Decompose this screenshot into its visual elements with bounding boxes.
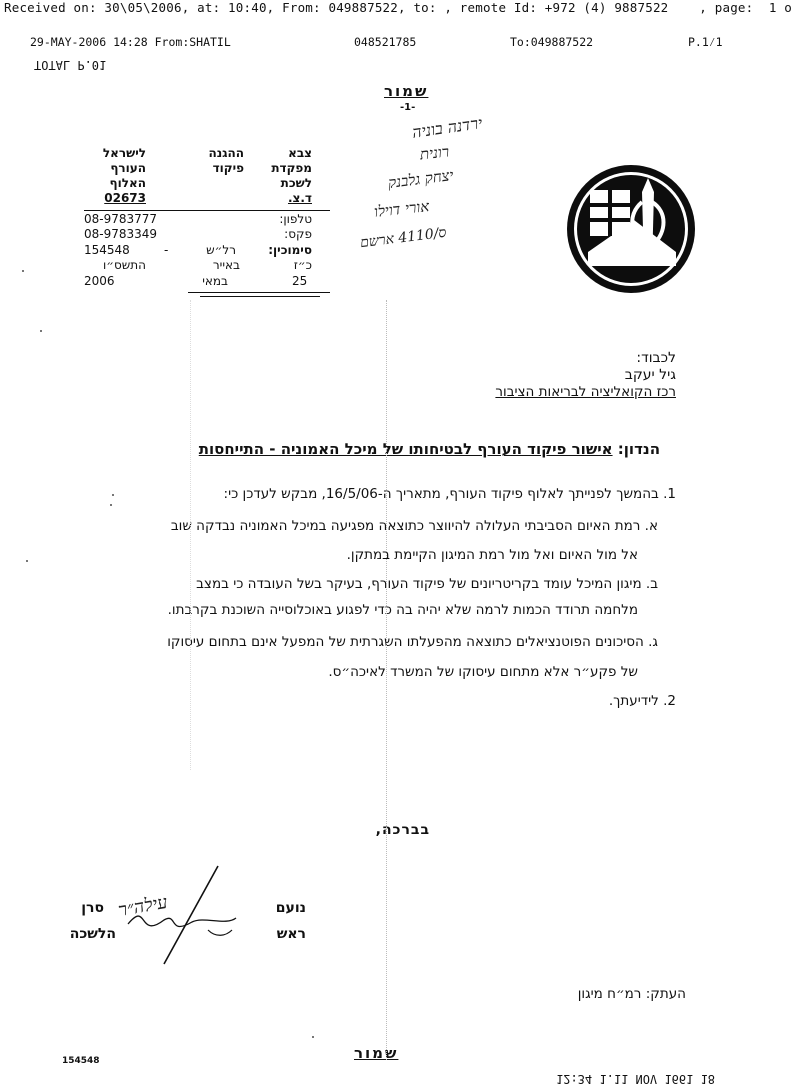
scan-speck [312,1036,314,1038]
hebrew-year: התשס״ו [102,258,146,272]
letterhead-right-column: צבא מפקדת לשכת ד.צ. [271,146,312,205]
fax-sender-number: 048521785 [354,35,417,49]
signature-text: עילה״ר [116,891,170,922]
scan-speck [110,504,112,506]
signer-role-office: הלשכה [69,926,116,942]
hebrew-day: כ״ז [293,258,312,272]
item-c-line-2: של פקע״ר אלא מתחום עיסוקו של המשרד לאיכה״ס. [328,664,638,680]
fax-to-number: To:049887522 [510,35,594,49]
recipient-title: רכז הקואליציה לבריאות הציבור [495,384,676,400]
signer-rank: סרן [81,900,104,916]
fax-label: פקס: [284,227,312,241]
classification-bottom: שמור [354,1044,399,1062]
letterhead-rule [84,210,330,211]
date-month: במאי [202,274,228,288]
classification-top: שמור [384,82,429,100]
item-b-line-2: מלחמה תרודד הכמות לרמה שלא יהיה בה כדי לפגוע באוכלוסייה השוכנת בקרבתו. [167,602,638,618]
scan-speck [40,330,42,332]
phone-label: טלפון: [279,212,312,226]
fax-page-count: P.1⁄1 [688,35,723,49]
mirrored-total-stamp: TOTAL P.01 [34,58,107,72]
handwritten-note-5: ס/4110 ארשם [359,224,448,252]
date-year: 2006 [84,274,115,288]
date-day: 25 [292,274,308,288]
item-a-line-2: אל מול האיום ואל מול רמת המיגון הקיימת במתקן. [346,547,638,563]
scan-speck [112,494,114,496]
paragraph-1: 1. בהמשך לפנייתך לאלוף פיקוד העורף, מתאריך ה-16/5/06, מבקש לעדכן כי: [223,486,676,502]
subject-line [130,440,660,458]
page-number: -1- [400,102,416,113]
fax-number: 08-9783349 [84,227,158,241]
item-b-line-1: ב. מיגון המיכל עומד בקריטריונים של פיקוד העורף, בעיקר בשל העובדה כי במצב [196,576,658,592]
signer-role-head: ראש [276,926,306,942]
reference-office: רל״ש [206,243,236,257]
idf-emblem-icon [564,162,698,296]
bottom-mirrored-stamp: 12:34 1.11 NOV 1661 18 [556,1072,715,1086]
recipient-name: גיל יעקב [624,367,676,383]
subject-text: אישור פיקוד העורף לבטיחותו של מיכל האמוניה - התייחסות [198,440,613,458]
signer-first-name: נועם [275,900,306,916]
letterhead-middle-column: ההגנה פיקוד [208,146,244,175]
reference-label: סימוכין: [268,243,312,257]
reference-number: 154548 [84,243,130,257]
date-underline-1 [188,292,330,293]
scan-speck [22,270,24,272]
reference-dash: - [164,243,169,257]
fold-guideline-left [190,300,191,770]
item-c-line-1: ג. הסיכונים הפוטנציאלים כתוצאה מהפעלתו השגרתית של המפעל אינם בתחום עיסוקו [167,634,658,650]
handwritten-note-3: יצחק גלבנק [387,166,455,192]
phone-number: 08-9783777 [84,212,158,226]
fax-sender-line: 29-MAY-2006 14:28 From:SHATIL [30,35,231,49]
scan-speck [26,560,28,562]
letterhead-left-column: לישראל העורף האלוף 02673 [102,146,146,205]
closing-greeting: בברכה, [375,822,430,838]
subject-label: הנדון: [617,440,660,458]
fold-guideline [386,300,387,1060]
carbon-copy: העתק: רמ״ח מיגון [577,986,686,1002]
item-a-line-1: א. רמת האיום הסביבתי העלולה להיווצר כתוצאה מפגיעה במיכל האמוניה נבדקה שוב [170,518,658,534]
signature-scribble [108,860,248,970]
handwritten-note-1: ירדנה בוניה [410,113,484,142]
handwritten-note-4: אורי דוילו [373,197,431,221]
recipient-label: לכבוד: [636,350,676,366]
date-underline-2 [200,296,320,297]
handwritten-note-2: רונית [419,142,450,164]
paragraph-2: 2. לידיעתך. [608,693,676,709]
bottom-reference: 154548 [62,1056,100,1066]
fax-received-header: Received on: 30\05\2006, at: 10:40, From: 049887522, to: , remote Id: +972 (4) 9887522 , page: 1 o [4,0,793,15]
hebrew-month: באייר [212,258,240,272]
